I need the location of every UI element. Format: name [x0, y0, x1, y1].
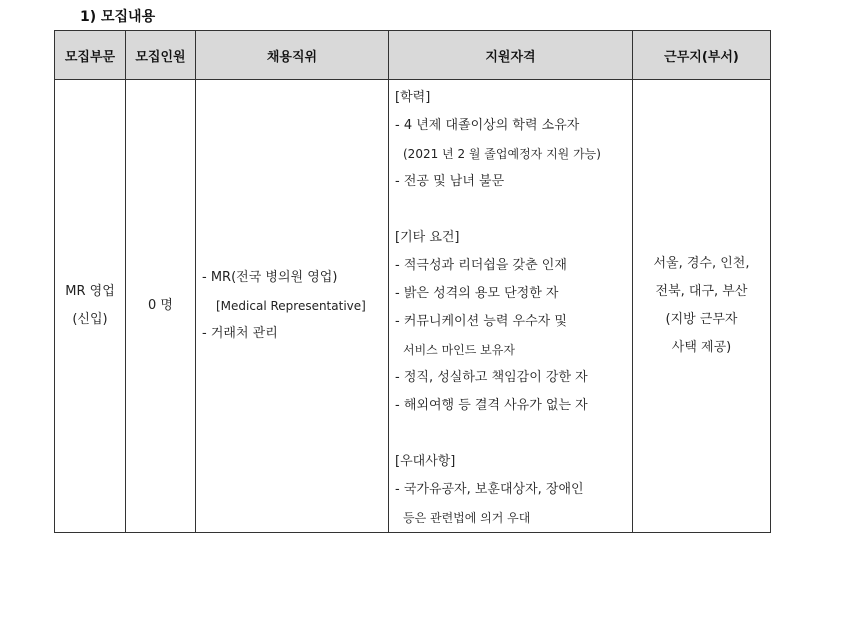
spacer: [395, 196, 626, 224]
qualification-group-title: [기타 요건]: [395, 230, 460, 245]
qualification-line: 서비스 마인드 보유자: [403, 343, 515, 357]
location-cell: [633, 80, 771, 533]
division-line: MR 영업: [65, 284, 115, 299]
table-row: [55, 80, 771, 533]
qualification-line: - 정직, 성실하고 책임감이 강한 자: [395, 370, 588, 385]
division-cell: [55, 80, 126, 533]
qualification-line: - 국가유공자, 보훈대상자, 장애인: [395, 482, 584, 497]
qualification-line: - 전공 및 남녀 불문: [395, 174, 505, 189]
header-position: 채용직위: [196, 31, 389, 80]
header-headcount: 모집인원: [126, 31, 196, 80]
location-line: 서울, 경수, 인천,: [653, 256, 750, 271]
header-qualification: 지원자격: [389, 31, 633, 80]
qualification-line: - 해외여행 등 결격 사유가 없는 자: [395, 398, 588, 413]
qualification-group-title: [학력]: [395, 90, 431, 105]
position-cell: [196, 80, 389, 533]
header-row: [55, 31, 771, 80]
header-location: 근무지(부서): [633, 31, 771, 80]
division-line: (신입): [72, 312, 108, 327]
qualification-line: - 4 년제 대졸이상의 학력 소유자: [395, 118, 580, 133]
location-line: 전북, 대구, 부산: [655, 284, 748, 299]
position-line: [Medical Representative]: [216, 299, 366, 313]
qualification-line: 등은 관련법에 의거 우대: [403, 511, 531, 525]
qualification-line: (2021 년 2 월 졸업예정자 지원 가능): [403, 147, 601, 161]
qualification-line: - 커뮤니케이션 능력 우수자 및: [395, 314, 567, 329]
position-line: - MR(전국 병의원 영업): [202, 270, 338, 285]
recruitment-table: [54, 30, 771, 533]
section-title: 1) 모집내용: [80, 9, 156, 25]
spacer: [395, 420, 626, 448]
header-division: 모집부문: [55, 31, 126, 80]
qualification-line: - 밝은 성격의 용모 단정한 자: [395, 286, 559, 301]
location-line: 사택 제공): [671, 340, 732, 355]
location-line: (지방 근무자: [665, 312, 738, 327]
qualification-group-title: [우대사항]: [395, 454, 456, 469]
qualification-cell: [389, 80, 633, 533]
headcount-cell: 0 명: [126, 80, 196, 533]
position-line: - 거래처 관리: [202, 326, 278, 341]
qualification-line: - 적극성과 리더쉽을 갖춘 인재: [395, 258, 567, 273]
